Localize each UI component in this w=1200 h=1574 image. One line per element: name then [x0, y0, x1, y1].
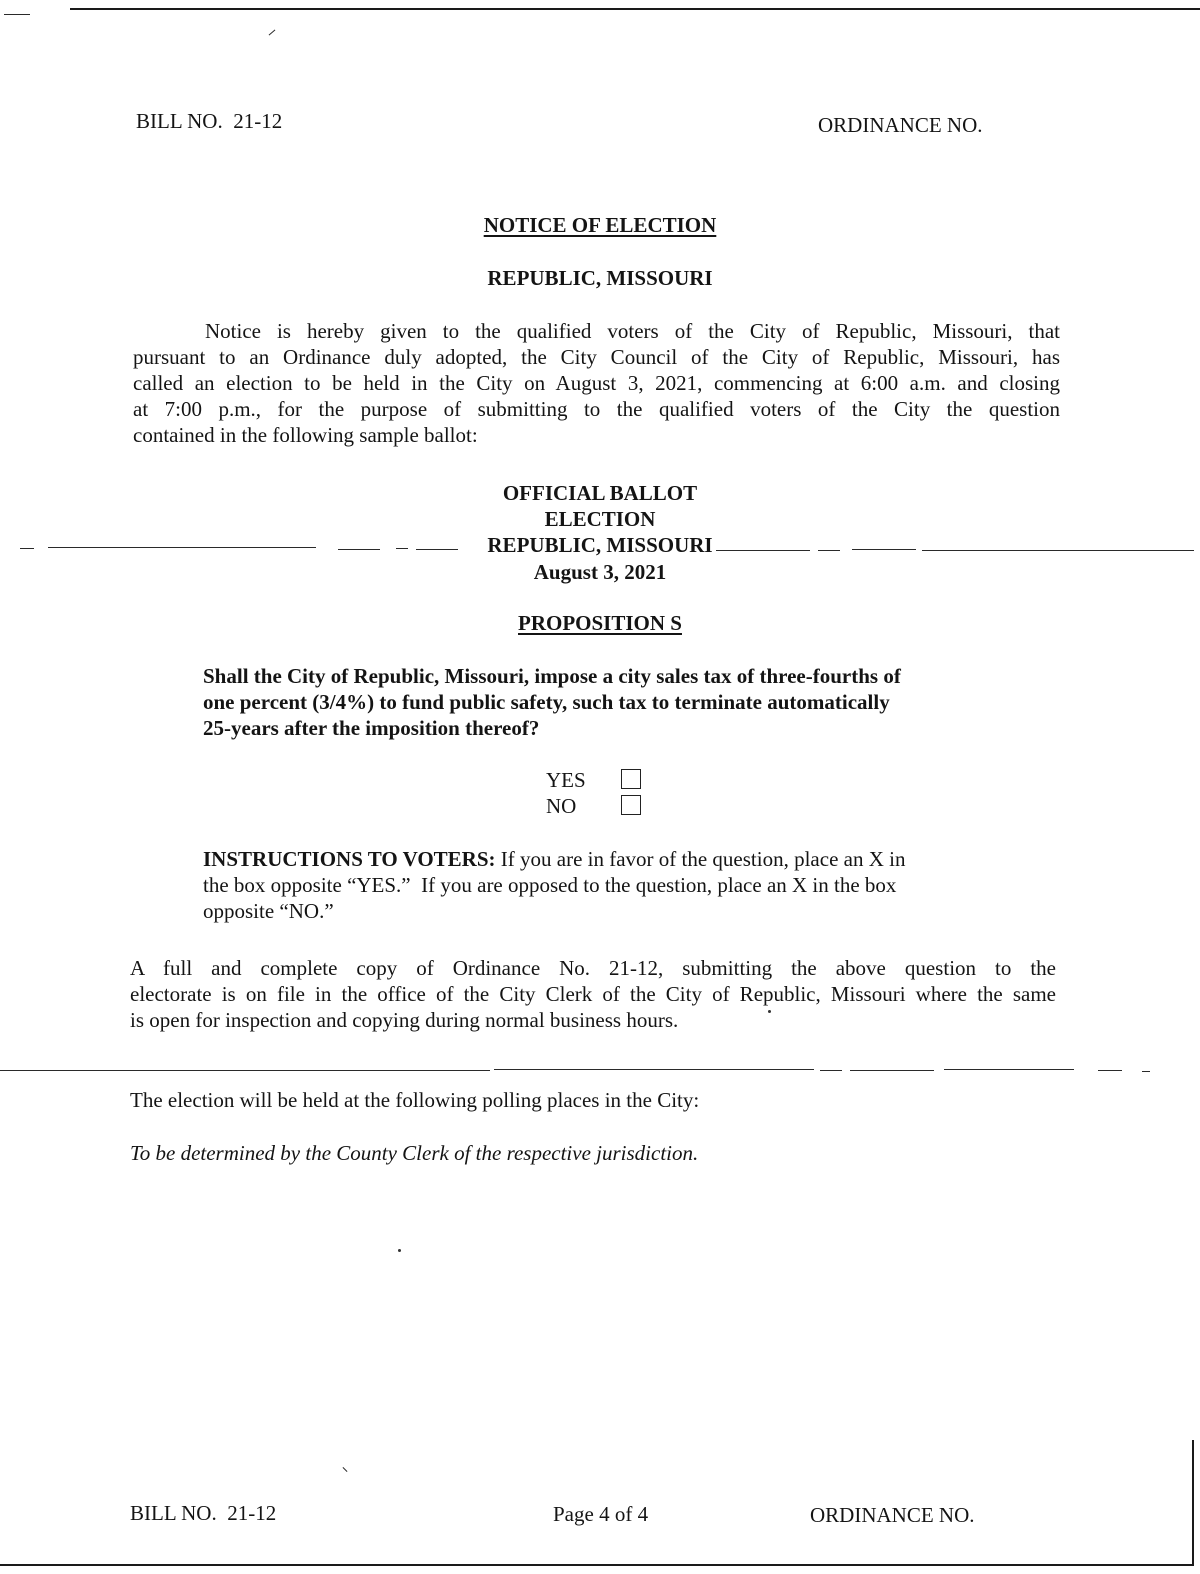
header-ordinance-number: ORDINANCE NO. [818, 113, 983, 137]
notice-body-line: called an election to be held in the City on August 3, 2021, commencing at 6:00 a.m. and closing [133, 371, 1060, 395]
ballot-title: OFFICIAL BALLOT [502, 481, 698, 505]
scan-speck [768, 1010, 771, 1013]
polling-places-intro: The election will be held at the following polling places in the City: [130, 1088, 700, 1112]
notice-body-line: contained in the following sample ballot: [133, 423, 478, 447]
footer-bill-number: BILL NO. 21-12 [130, 1501, 277, 1525]
no-checkbox[interactable] [621, 795, 641, 815]
scan-speck [398, 1249, 401, 1252]
notice-body [133, 318, 1060, 448]
no-label: NO [546, 794, 577, 818]
notice-location: REPUBLIC, MISSOURI [487, 266, 713, 290]
yes-label: YES [546, 768, 586, 792]
scan-crease-left [48, 547, 316, 548]
ballot-election: ELECTION [544, 507, 656, 531]
scan-crease-left [20, 548, 34, 549]
instructions-text: If you are in favor of the question, place an X in [495, 847, 906, 871]
instructions-line: the box opposite “YES.” If you are opposed to the question, place an X in the box [203, 873, 897, 897]
top-left-scan-mark [4, 14, 30, 15]
voter-instructions [203, 846, 1003, 924]
header-bill-number: BILL NO. 21-12 [136, 109, 283, 133]
scan-crease-lower [1142, 1071, 1150, 1072]
scan-crease-lower [850, 1070, 934, 1071]
scan-crease-right [716, 550, 810, 551]
scan-crease-lower [0, 1070, 490, 1071]
scan-crease-lower [944, 1069, 1074, 1070]
scan-crease-lower [494, 1069, 814, 1070]
scan-tick-mark [343, 1467, 348, 1472]
scan-crease-left [396, 548, 408, 549]
footer-page-number: Page 4 of 4 [553, 1502, 649, 1526]
instructions-line: opposite “NO.” [203, 899, 334, 923]
bottom-scan-edge [0, 1564, 1194, 1566]
notice-body-line: at 7:00 p.m., for the purpose of submitting to the qualified voters of the City the question [133, 397, 1060, 421]
notice-title: NOTICE OF ELECTION [483, 213, 717, 237]
copy-notice-line: A full and complete copy of Ordinance No. 21-12, submitting the above question to the [130, 956, 1056, 980]
proposition-label: PROPOSITION S [518, 611, 682, 635]
yes-checkbox[interactable] [621, 769, 641, 789]
scan-crease-left [338, 549, 380, 550]
scan-crease-right [922, 550, 1194, 551]
scan-crease-right [818, 550, 840, 551]
ballot-question [203, 663, 1023, 741]
copy-notice-line: is open for inspection and copying during normal business hours. [130, 1008, 679, 1032]
ordinance-copy-notice [130, 955, 1056, 1033]
scan-crease-right [852, 549, 916, 550]
scan-crease-left [416, 549, 458, 550]
scan-crease-lower [820, 1070, 842, 1071]
instructions-heading: INSTRUCTIONS TO VOTERS: [203, 847, 496, 871]
notice-body-line: pursuant to an Ordinance duly adopted, the City Council of the City of Republic, Missouri, has [133, 345, 1060, 369]
copy-notice-line: electorate is on file in the office of the City Clerk of the City of Republic, Missouri where the same [130, 982, 1056, 1006]
scan-crease-lower [1098, 1070, 1122, 1071]
ballot-question-line: one percent (3/4%) to fund public safety, such tax to terminate automatically [203, 690, 890, 714]
scan-tick-mark [269, 30, 276, 36]
ballot-location: REPUBLIC, MISSOURI [487, 533, 713, 557]
ballot-question-line: Shall the City of Republic, Missouri, impose a city sales tax of three-fourths of [203, 664, 901, 688]
top-scan-edge [70, 8, 1200, 10]
footer-ordinance-number: ORDINANCE NO. [810, 1503, 975, 1527]
ballot-date: August 3, 2021 [533, 560, 667, 584]
polling-places-note: To be determined by the County Clerk of the respective jurisdiction. [130, 1141, 699, 1165]
notice-body-line: Notice is hereby given to the qualified voters of the City of Republic, Missouri, that [205, 319, 1060, 343]
right-scan-edge [1192, 1440, 1194, 1565]
instructions-line [203, 846, 1003, 872]
ballot-question-line: 25-years after the imposition thereof? [203, 716, 540, 740]
